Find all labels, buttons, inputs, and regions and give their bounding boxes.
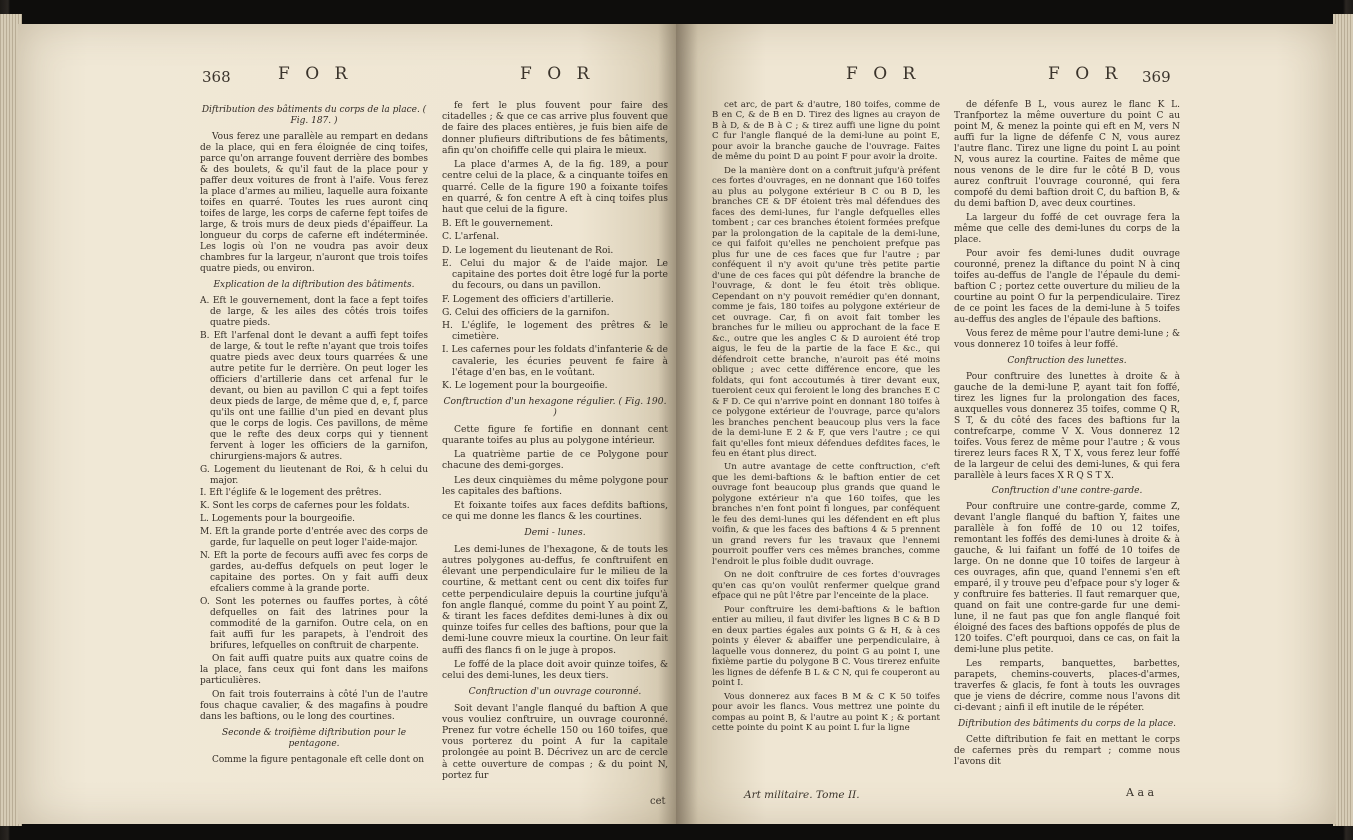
- running-header: F O R: [1048, 64, 1123, 84]
- section-heading: Seconde & troifième diftribution pour le pentagone.: [221, 728, 407, 750]
- paragraph: fe fert le plus fouvent pour faire des citadelles ; & que ce cas arrive plus fouvent que de faire des places entières, je fuis bien aife de donner plufieurs diftributions de fes bâtiments, afin qu'on choififfe celle qui plaira le mieux.: [442, 100, 668, 156]
- footer-title: Art militaire. Tome II.: [744, 789, 860, 801]
- text-column: [712, 100, 940, 737]
- paragraph: On fait auffi quatre puits aux quatre coins de la place, fans ceux qui font dans les maifons particulières.: [200, 654, 428, 687]
- left-page: [18, 24, 680, 824]
- text-column: [442, 100, 668, 784]
- paragraph: Les deux cinquièmes du même polygone pour les capitales des baftions.: [442, 474, 668, 497]
- paragraph: La quatrième partie de ce Polygone pour chacune des demi-gorges.: [442, 449, 668, 472]
- paragraph: Les demi-lunes de l'hexagone, & de touts les autres polygones au-deffus, fe conftruifent en élevant une perpendiculaire fur le milieu de la courtine, & mettant cent ou cent dix toifes fur cette perpendiculaire depuis la courtine jufqu'à fon angle flanqué, comme du point Y au point Z, & tirant les faces defdites demi-lunes à dix ou quinze toifes fur celles des baftions, pour que la demi-lune couvre mieux la courtine. On leur fait auffi des flancs fi on le juge à propos.: [442, 543, 668, 656]
- legend-entry: G. Logement du lieutenant de Roi, & h celui du major.: [200, 464, 428, 486]
- paragraph: Vous ferez une parallèle au rempart en dedans de la place, qui en fera éloignée de cinq toifes, parce qu'on arrange fouvent derrière des bombes & des boulets, & qu'il faut de la place pour y paffer deux voitures de front à l'aife. Vous ferez la place d'armes au milieu, laquelle aura foixante toifes en quarré. Toutes les rues auront cinq toifes de large, les corps de caferne fept toifes de large, & trois murs de deux pieds d'épaiffeur. La longueur du corps de caferne eft indéterminée. Les logis où l'on ne voudra pas avoir deux chambres fur la largeur, n'auront que trois toifes quatre pieds, ou environ.: [200, 131, 428, 274]
- legend-entry: I. Eft l'églife & le logement des prêtres.: [200, 488, 382, 499]
- legend-entry: B. Eft l'arfenal dont le devant a auffi fept toifes de large, & tout le refte n'ayant que trois toifes quatre pieds avec deux tours quarrées & une autre petite fur le derrière. On peut loger les officiers d'artillerie dans cet arfenal fur le devant, ou bien au pavillon C qui a fept toifes deux pieds de large, de même que d, e, f, parce qu'ils ont une faillie d'un pied en devant plus que le corps de logis. Ces pavillons, de même que le refte des deux corps qui y tiennent fervent à loger les officiers de la garnifon, chirurgiens-majors & autres.: [200, 330, 428, 462]
- legend-entry: A. Eft le gouvernement, dont la face a fept toifes de large, & les ailes des côtés trois toifes quatre pieds.: [200, 295, 428, 328]
- legend-entry: E. Celui du major & de l'aide major. Le capitaine des portes doit être logé fur la porte du fecours, ou dans un pavillon.: [442, 257, 668, 292]
- legend-entry: H. L'églife, le logement des prêtres & le cimetière.: [442, 319, 668, 343]
- paragraph: La largeur du foffé de cet ouvrage fera la même que celle des demi-lunes du corps de la place.: [954, 212, 1180, 245]
- legend-entry: O. Sont les poternes ou fauffes portes, à côté defquelles on fait des latrines pour la commodité de la garnifon. Outre cela, on en fait auffi fur les parapets, à l'endroit des brifures, lefquelles on conftruit de charpente.: [200, 597, 428, 652]
- paragraph: Vous donnerez aux faces B M & C K 50 toifes pour avoir les flancs. Vous mettrez une pointe du compas au point B, & l'autre au point K ; & portant cette pointe du point K au point L fur la ligne: [712, 691, 940, 734]
- paragraph: Le foffé de la place doit avoir quinze toifes, & celui des demi-lunes, les deux tiers.: [442, 658, 668, 682]
- running-header: F O R: [520, 64, 595, 84]
- paragraph: Un autre avantage de cette conftruction, c'eft que les demi-baftions & le baftion entier de cet ouvrage font beaucoup plus grands que quand le polygone extérieur n'a que 160 toifes, que les branches n'en font point fi longues, par conféquent le feu des demi-lunes qui les défendent en eft plus voifin, & que les faces des baftions 4 & 5 prennent un grand revers fur les travaux que l'ennemi pourroit pouffer vers ces mêmes branches, comme l'endroit le plus foible dudit ouvrage.: [712, 462, 940, 567]
- paragraph: Soit devant l'angle flanqué du baftion A que vous vouliez conftruire, un ouvrage couronné. Prenez fur votre échelle 150 ou 160 toifes, que vous porterez du point A fur la capitale prolongée au point B. Décrivez un arc de cercle à cette ouverture de compas ; & du point N, portez fur: [442, 702, 668, 781]
- signature-mark: A a a: [1126, 786, 1155, 799]
- legend-entry: F. Logement des officiers d'artillerie.: [442, 293, 614, 305]
- right-page: [676, 24, 1336, 824]
- paragraph: Pour conftruire une contre-garde, comme Z, devant l'angle flanqué du baftion Y, faites une parallèle à fon foffé de 10 ou 12 toifes, remontant les foffés des demi-lunes à droite & à gauche, & lui faifant un foffé de 10 toifes de large. On ne donne que 10 toifes de largeur à ces ouvrages, afin que, quand l'ennemi s'en eft emparé, il y trouve peu d'efpace pour s'y loger & y conftruire fes batteries. Il faut remarquer que, quand on fait une contre-garde fur une demi-lune, il ne faut pas que fon angle flanqué foit éloigné des faces des baftions oppofés de plus de 120 toifes. C'eft pourquoi, dans ce cas, on fait la demi-lune plus petite.: [954, 502, 1180, 656]
- legend-entry: I. Les cafernes pour les foldats d'infanterie & de cavalerie, les écuries peuvent fe faire à l'étage d'en bas, en le voûtant.: [442, 344, 668, 378]
- paragraph: De la manière dont on a conftruit jufqu'à préfent ces fortes d'ouvrages, en ne donnant que 160 toifes au plus au polygone extérieur B C ou B D, les branches CE & DF étoient très mal défendues des faces des demi-lunes, fur l'angle defquelles elles tombent ; car ces branches étoient formées prefque par la prolongation de la capitale de la demi-lune, ce qui faifoit qu'elles ne penchoient prefque pas plus fur une de ces faces que fur l'autre ; par conféquent il n'y avoit qu'une très petite partie d'une de ces faces qui pût défendre la branche de l'ouvrage, & dont le feu étoit très oblique. Cependant on n'y pouvoit remédier qu'en donnant, comme je fais, 180 toifes au polygone extérieur de cet ouvrage. Car, fi on avoit fait tomber les branches fur le milieu ou approchant de la face E &c., outre que les angles C & D auroient été trop aigus, le feu de la partie de la face E &c., qui défendroit cette branche, n'auroit pas été moins oblique ; avec cette différence encore, que les foldats, qui font accoutumés à tirer devant eux, tueroient ceux qui feroient le long des branches E C & F D. Ce qui n'arrive point en donnant 180 toifes à ce polygone extérieur de l'ouvrage, parce qu'alors les branches penchent beaucoup plus vers la face de la demi-lune E 2 & F, que vers l'autre ; ce qui fait qu'elles font mieux défendues defdites faces, le feu en étant plus direct.: [712, 165, 940, 459]
- legend-entry: L. Logements pour la bourgeoifie.: [200, 514, 356, 525]
- legend-entry: N. Eft la porte de fecours auffi avec fes corps de gardes, au-deffus defquels on peut loger le capitaine des portes. On y fait auffi deux efcaliers comme à la grande porte.: [200, 551, 428, 595]
- section-heading: Conftruction d'un ouvrage couronné.: [468, 686, 642, 698]
- section-heading: Demi - lunes.: [524, 527, 586, 539]
- paragraph: Pour conftruire les demi-baftions & le baftion entier au milieu, il faut divifer les lignes B C & B D en deux parties égales aux points G & H, & à ces points y élever & abaiffer une perpendiculaire, à laquelle vous donnerez, du point G au point I, une fixième partie du polygone B C. Vous tirerez enfuite les lignes de défenfe B L & C N, qui fe couperont au point I.: [712, 604, 940, 689]
- paragraph: Pour conftruire des lunettes à droite & à gauche de la demi-lune P, ayant tait fon foffé, tirez les lignes fur la prolongation des faces, auxquelles vous donnerez 35 toifes, comme Q R, S T, & du côté des faces des baftions fur la contrefcarpe, comme V X. Vous donnerez 12 toifes. Vous ferez de même pour l'autre ; & vous tirerez leurs faces R X, T X, vous ferez leur foffé de la largeur de celui des demi-lunes, & qui fera parallèle à leurs faces X R Q S T X.: [954, 371, 1180, 481]
- legend-entry: B. Eft le gouvernement.: [442, 218, 553, 230]
- section-heading: Conftruction des lunettes.: [1007, 355, 1127, 366]
- page-number: 368: [202, 68, 231, 86]
- paragraph: de défenfe B L, vous aurez le flanc K L. Tranfportez la même ouverture du point C au point M, & menez la pointe qui eft en M, vers N auffi fur la ligne de défenfe C N, vous aurez l'autre flanc. Tirez une ligne du point L au point N, vous aurez la courtine. Faites de même que nous venons de le dire fur le côté B D, vous aurez conftruit l'ouvrage couronné, qui fera compofé du demi baftion droit C, du baftion B, & du demi baftion D, avec deux courtines.: [954, 100, 1180, 209]
- section-heading: Conftruction d'une contre-garde.: [991, 486, 1143, 497]
- page-number: 369: [1142, 68, 1171, 86]
- legend-entry: M. Eft la grande porte d'entrée avec des corps de garde, fur laquelle on peut loger l'aide-major.: [200, 527, 428, 549]
- section-heading: Conftruction d'un hexagone régulier. ( Fig. 190. ): [443, 396, 667, 419]
- paragraph: Comme la figure pentagonale eft celle dont on: [212, 755, 425, 766]
- paragraph: Les remparts, banquettes, barbettes, parapets, chemins-couverts, places-d'armes, traverfes & glacis, fe font à touts les ouvrages que je viens de décrire, comme nous l'avons dit ci-devant ; ainfi il eft inutile de le répéter.: [954, 659, 1180, 714]
- paragraph: La place d'armes A, de la fig. 189, a pour centre celui de la place, & a cinquante toifes en quarré. Celle de la figure 190 a foixante toifes en quarré, & fon centre A eft à cinq toifes plus haut que celui de la figure.: [442, 159, 668, 215]
- text-column: [200, 100, 428, 769]
- page-edges-right: [1333, 14, 1353, 826]
- legend-entry: G. Celui des officiers de la garnifon.: [442, 306, 610, 318]
- section-heading: Explication de la diftribution des bâtiments.: [213, 279, 415, 290]
- paragraph: cet arc, de part & d'autre, 180 toifes, comme de B en C, & de B en D. Tirez des lignes au crayon de B à D, & de B à C ; & tirez auffi une ligne du point C fur l'angle flanqué de la demi-lune au point E, pour avoir la branche gauche de l'ouvrage. Faites de même du point D au point F pour avoir la droite.: [712, 100, 940, 163]
- paragraph: On fait trois fouterrains à côté l'un de l'autre fous chaque cavalier, & des magafins à poudre dans les baftions, ou le long des courtines.: [200, 690, 428, 723]
- paragraph: Pour avoir fes demi-lunes dudit ouvrage couronné, prenez la diftance du point N à cinq toifes au-deffus de l'angle de l'épaule du demi-baftion C ; portez cette ouverture du milieu de la courtine au point O fur la perpendiculaire. Tirez de ce point les faces de la demi-lune à 5 toifes au-deffus des angles de l'épaule des baftions.: [954, 248, 1180, 325]
- catchword: cet: [650, 796, 666, 807]
- paragraph: Cette figure fe fortifie en donnant cent quarante toifes au plus au polygone intérieur.: [442, 423, 668, 446]
- paragraph: Vous ferez de même pour l'autre demi-lune ; & vous donnerez 10 toifes à leur foffé.: [954, 328, 1180, 350]
- paragraph: Cette diftribution fe fait en mettant le corps de cafernes près du rempart ; comme nous l'avons dit: [954, 735, 1180, 768]
- legend-entry: D. Le logement du lieutenant de Roi.: [442, 244, 614, 256]
- legend-entry: K. Sont les corps de cafernes pour les foldats.: [200, 501, 410, 512]
- paragraph: On ne doit conftruire de ces fortes d'ouvrages qu'en cas qu'on voulût renfermer quelque grand efpace qui ne pût l'être par l'enceinte de la place.: [712, 570, 940, 602]
- running-header: F O R: [278, 64, 353, 84]
- section-heading: Diftribution des bâtiments du corps de la place.: [958, 719, 1176, 730]
- legend-entry: K. Le logement pour la bourgeoifie.: [442, 380, 608, 392]
- paragraph: Et foixante toifes aux faces defdits baftions, ce qui me donne les flancs & les courtines.: [442, 500, 668, 523]
- section-heading: Diftribution des bâtiments du corps de la place. ( Fig. 187. ): [201, 105, 427, 126]
- legend-entry: C. L'arfenal.: [442, 231, 500, 243]
- text-column: [954, 100, 1180, 771]
- running-header: F O R: [846, 64, 921, 84]
